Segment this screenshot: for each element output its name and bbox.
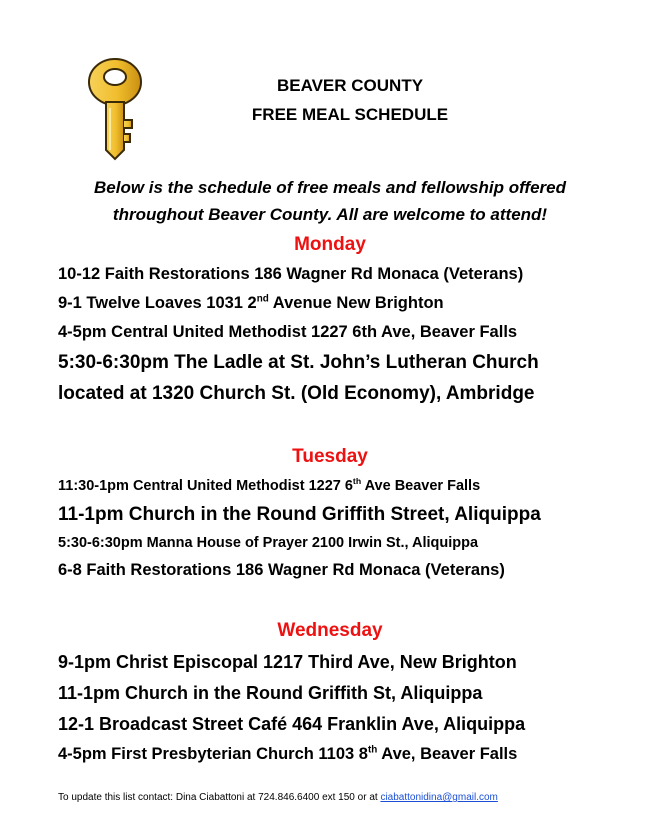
wednesday-entry: 9-1pm Christ Episcopal 1217 Third Ave, New Brighton	[58, 652, 517, 672]
contact-email-link[interactable]: ciabattonidina@gmail.com	[380, 792, 498, 803]
wednesday-entry: 12-1 Broadcast Street Café 464 Franklin Ave, Aliquippa	[58, 714, 526, 734]
wednesday-entry: 4-5pm First Presbyterian Church 1103 8th Ave, Beaver Falls	[58, 744, 518, 763]
day-heading-tuesday: Tuesday	[292, 446, 368, 467]
footer-contact	[58, 792, 498, 803]
title-line-1: BEAVER COUNTY	[276, 76, 424, 95]
intro-line-1: Below is the schedule of free meals and fellowship offered	[93, 178, 567, 197]
tuesday-entry: 5:30-6:30pm Manna House of Prayer 2100 Irwin St., Aliquippa	[58, 535, 479, 551]
day-heading-wednesday: Wednesday	[277, 620, 383, 641]
monday-entry: 5:30-6:30pm The Ladle at St. John’s Lutheran Church	[58, 352, 539, 373]
tuesday-entry: 11:30-1pm Central United Methodist 1227 6th Ave Beaver Falls	[58, 476, 481, 494]
wednesday-entry: 11-1pm Church in the Round Griffith St, Aliquippa	[58, 683, 483, 703]
monday-entry: 9-1 Twelve Loaves 1031 2nd Avenue New Brighton	[58, 293, 444, 312]
intro-line-2: throughout Beaver County. All are welcome to attend!	[112, 205, 548, 224]
footer-text: To update this list contact: Dina Ciabattoni at 724.846.6400 ext 150 or at	[58, 792, 381, 803]
day-heading-monday: Monday	[294, 234, 366, 255]
monday-entry: 4-5pm Central United Methodist 1227 6th Ave, Beaver Falls	[58, 323, 518, 341]
monday-entry: 10-12 Faith Restorations 186 Wagner Rd Monaca (Veterans)	[58, 265, 524, 283]
tuesday-entry: 11-1pm Church in the Round Griffith Street, Aliquippa	[58, 504, 541, 525]
monday-entry: located at 1320 Church St. (Old Economy), Ambridge	[58, 383, 535, 404]
tuesday-entry: 6-8 Faith Restorations 186 Wagner Rd Monaca (Veterans)	[58, 561, 505, 579]
title-line-2: FREE MEAL SCHEDULE	[251, 105, 449, 124]
